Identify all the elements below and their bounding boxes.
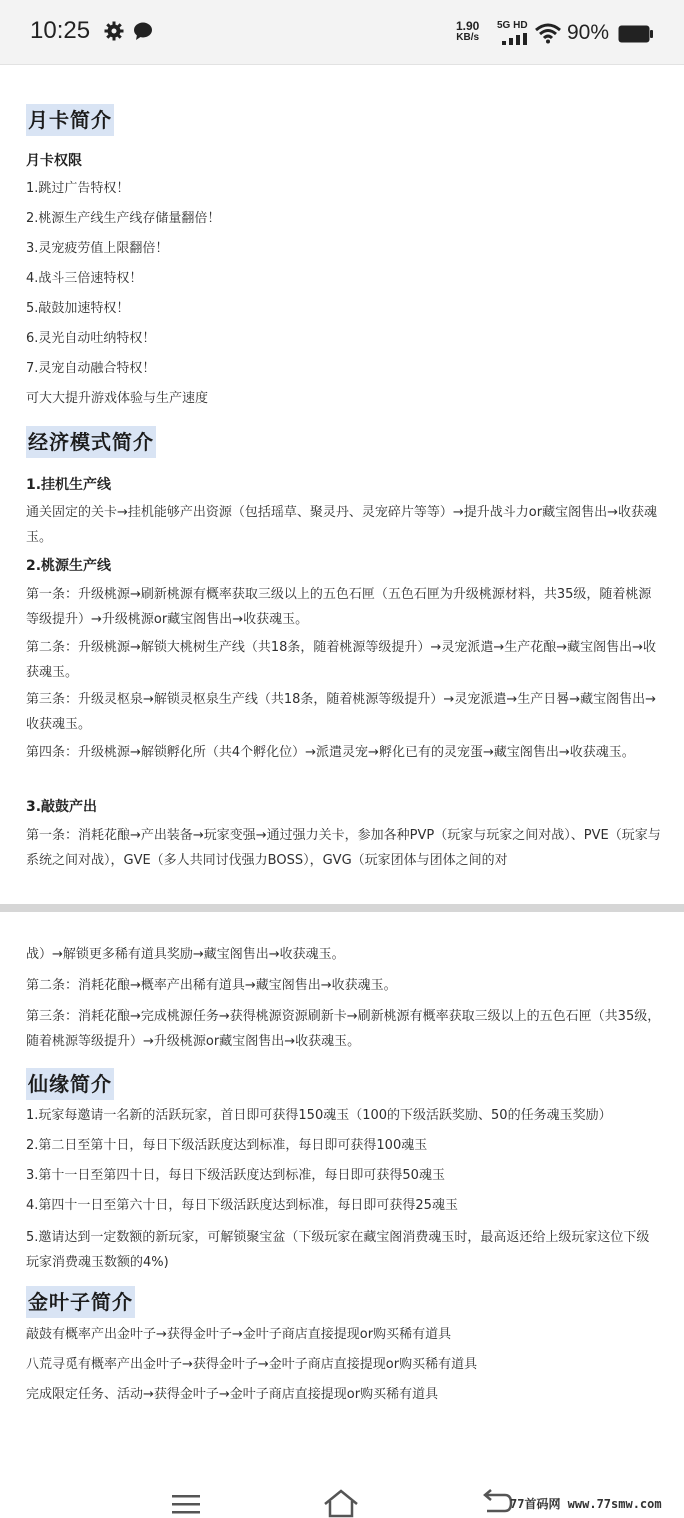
speed-unit: KB/s — [456, 32, 480, 43]
paragraph: 第二条：消耗花酿→概率产出稀有道具→藏宝阁售出→收获魂玉。 — [26, 978, 397, 993]
section-title: 仙缘简介 — [26, 1068, 114, 1100]
economy-section — [26, 426, 662, 458]
section-title: 经济模式简介 — [26, 426, 156, 458]
menu-icon[interactable] — [171, 1493, 201, 1515]
network-type: 5G HD — [497, 20, 528, 31]
section-title: 金叶子简介 — [26, 1286, 135, 1318]
month-card-section — [26, 104, 662, 136]
paragraph: 通关固定的关卡→挂机能够产出资源（包括瑶草、聚灵丹、灵宠碎片等等）→提升战斗力or藏宝阁售出→收获魂玉。 — [26, 505, 657, 545]
gold-leaf-section — [26, 1286, 662, 1318]
gold-leaf-list — [26, 1320, 662, 1410]
paragraph: 第三条：消耗花酿→完成桃源任务→获得桃源资源刷新卡→刷新桃源有概率获取三级以上的五色石匣（共35级，随着桃源等级提升）→升级桃源or藏宝阁售出→收获魂玉。 — [26, 1009, 661, 1049]
paragraph: 第四条：升级桃源→解锁孵化所（共4个孵化位）→派遣灵宠→孵化已有的灵宠蛋→藏宝阁售出→收获魂玉。 — [26, 745, 635, 760]
network-speed — [456, 20, 479, 44]
list-item: 4.第四十一日至第六十日，每日下级活跃度达到标准，每日即可获得25魂玉 — [26, 1198, 458, 1213]
list-item: 5.敲鼓加速特权！ — [26, 301, 130, 316]
paragraph: 第一条：消耗花酿→产出装备→玩家变强→通过强力关卡，参加各种PVP（玩家与玩家之间对战）、PVE（玩家与系统之间对战），GVE（多人共同讨伐强力BOSS），GVG（玩家团体与团体之间的对 — [26, 828, 661, 868]
list-item: 2.桃源生产线生产线存储量翻倍！ — [26, 211, 221, 226]
paragraph: 第二条：升级桃源→解锁大桃树生产线（共18条，随着桃源等级提升）→灵宠派遣→生产花酿→藏宝阁售出→收获魂玉。 — [26, 640, 657, 680]
list-item: 5.邀请达到一定数额的新玩家，可解锁聚宝盆（下级玩家在藏宝阁消费魂玉时，最高返还给上级玩家这位下级玩家消费魂玉数额的4%) — [26, 1230, 650, 1270]
list-item: 3.第十一日至第四十日，每日下级活跃度达到标准，每日即可获得50魂玉 — [26, 1168, 445, 1183]
back-icon[interactable] — [479, 1489, 513, 1517]
list-item: 3.灵宠疲劳值上限翻倍！ — [26, 241, 169, 256]
xianyuan-list — [26, 1101, 662, 1275]
list-item: 1.玩家每邀请一名新的活跃玩家，首日即可获得150魂玉（100的下级活跃奖励、50的任务魂玉奖励） — [26, 1108, 612, 1123]
list-item: 敲鼓有概率产出金叶子→获得金叶子→金叶子商店直接提现or购买稀有道具 — [26, 1327, 452, 1342]
signal-icon — [502, 33, 528, 45]
status-bar — [0, 0, 684, 65]
wifi-icon — [535, 22, 561, 44]
navigation-bar — [0, 1472, 684, 1517]
month-card-subtitle: 月卡权限 — [26, 153, 82, 169]
home-icon[interactable] — [322, 1488, 360, 1518]
list-item: 完成限定任务、活动→获得金叶子→金叶子商店直接提现or购买稀有道具 — [26, 1387, 439, 1402]
subsection-title: 3.敲鼓产出 — [26, 799, 98, 815]
list-item: 2.第二日至第十日，每日下级活跃度达到标准，每日即可获得100魂玉 — [26, 1138, 428, 1153]
list-item: 6.灵光自动吐纳特权！ — [26, 331, 156, 346]
month-card-list — [26, 174, 662, 414]
paragraph: 第三条：升级灵枢泉→解锁灵枢泉生产线（共18条，随着桃源等级提升）→灵宠派遣→生产日晷→藏宝阁售出→收获魂玉。 — [26, 692, 657, 732]
section-title: 月卡简介 — [26, 104, 114, 136]
list-item: 1.跳过广告特权！ — [26, 181, 130, 196]
page-divider — [0, 904, 684, 912]
clock: 10:25 — [30, 17, 91, 44]
chat-bubble-icon — [133, 21, 153, 41]
list-item: 7.灵宠自动融合特权！ — [26, 361, 156, 376]
battery-icon — [618, 25, 654, 43]
paragraph: 战）→解锁更多稀有道具奖励→藏宝阁售出→收获魂玉。 — [26, 947, 345, 962]
subsection-title: 2.桃源生产线 — [26, 558, 112, 574]
xianyuan-section — [26, 1068, 662, 1100]
article-page-2 — [0, 912, 684, 1472]
list-item: 4.战斗三倍速特权！ — [26, 271, 143, 286]
battery-level: 90% — [567, 21, 610, 44]
article-page-1 — [0, 64, 684, 904]
subsection-title: 1.挂机生产线 — [26, 477, 112, 493]
summary-text: 可大大提升游戏体验与生产速度 — [26, 391, 209, 406]
speed-value: 1.90 — [456, 19, 480, 33]
list-item: 八荒寻觅有概率产出金叶子→获得金叶子→金叶子商店直接提现or购买稀有道具 — [26, 1357, 478, 1372]
watermark-text: 77首码网 www.77smw.com — [510, 1497, 662, 1511]
gear-icon — [104, 21, 124, 41]
paragraph: 第一条：升级桃源→刷新桃源有概率获取三级以上的五色石匣（五色石匣为升级桃源材料，共35级，随着桃源等级提升）→升级桃源or藏宝阁售出→收获魂玉。 — [26, 587, 652, 627]
